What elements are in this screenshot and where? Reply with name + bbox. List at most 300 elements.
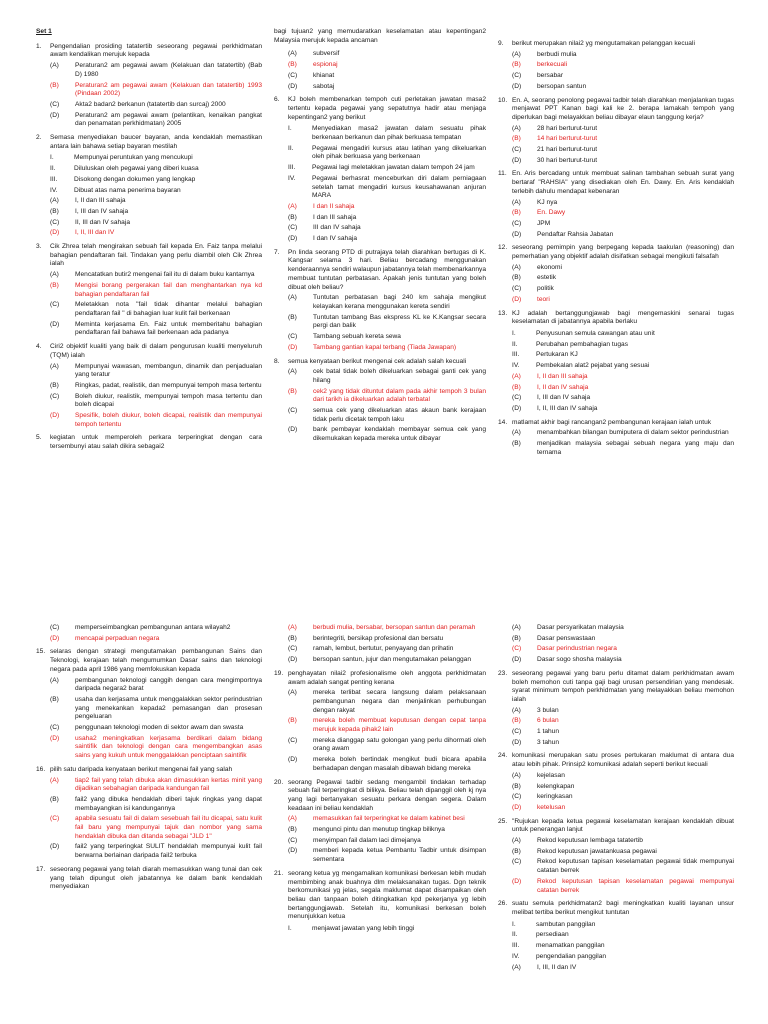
option-label: (A) — [50, 271, 59, 279]
statement-label: IV. — [512, 362, 520, 370]
question — [274, 624, 486, 665]
answer-option — [498, 728, 734, 737]
option-text: KJ nya — [537, 198, 558, 206]
question-header — [498, 310, 734, 327]
option-label: (A) — [288, 294, 297, 302]
option-label: (C) — [288, 645, 298, 653]
question-text: KJ adalah bertanggungjawab bagi mengemaskini senarai tugas keselamatan di jabatannya apabila berlaku — [512, 309, 734, 326]
question-text: Ciri2 objektif kualiti yang baik di dalam pengurusan kualiti menyeluruh (TQM) ialah — [50, 343, 262, 359]
question-header — [498, 670, 734, 705]
statement-item — [498, 351, 734, 360]
answer-option — [274, 689, 486, 715]
option-label: (C) — [288, 333, 298, 341]
question-text: "Rujukan kepada ketua pegawai keselamatan kerajaan kendaklah dibuat untuk penerangan lanjut — [512, 817, 734, 834]
answer-option-highlighted — [36, 635, 262, 644]
question-header — [498, 818, 734, 835]
option-label: (A) — [512, 124, 521, 132]
option-text: I, II dan IV sahaja — [537, 383, 589, 391]
option-text: cek2 yang tidak dituntut dalam pada akhir tempoh 3 bulan dari tarikh ia dikeluarkan adalah terbatal — [313, 387, 486, 404]
question — [498, 40, 734, 92]
answer-option — [274, 333, 486, 342]
option-text: En. Dawy — [537, 209, 566, 217]
question-text: Pengendalian prosiding tatatertib seseorang pegawai perkhidmatan awam kendalikan merujuk kepada — [50, 42, 262, 59]
answer-option — [274, 294, 486, 311]
option-label: (B) — [288, 826, 297, 834]
answer-option-highlighted — [274, 344, 486, 353]
answer-option — [36, 62, 262, 79]
option-label: (B) — [288, 634, 297, 642]
option-text: pembangunan teknologi canggih dengan cara mengimportnya daripada negara2 barat — [75, 676, 262, 693]
option-text: I, II dan III sahaja — [537, 372, 588, 380]
question-text: seseorang pegawai yang baru perlu ditamat dalam perkhidmatan awam boleh memohon cuti tanpa gaji bagi urusan persendirian yang mendesak. syarat minimum tempoh perkhidmatan yang melayakkan beliau memohon ialah — [512, 669, 734, 703]
option-text: III dan IV sahaja — [313, 224, 361, 232]
option-text: berkecuali — [537, 61, 568, 69]
option-text: cek batal tidak boleh dikeluarkan sebagai ganti cek yang hilang — [313, 368, 486, 384]
option-text: Mempunyai wawasan, membangun, dinamik dan penjadualan yang teratur — [75, 362, 262, 379]
question-number: 20. — [274, 778, 284, 786]
statement-text: Disokong dengan dokumen yang lengkap — [74, 175, 196, 183]
question-header — [498, 97, 734, 123]
option-label: (B) — [512, 634, 521, 642]
option-label: (A) — [512, 198, 521, 206]
option-label: (D) — [50, 843, 60, 851]
statement-text: Penyusunan semula cawangan atau unit — [536, 329, 655, 337]
question-number: 6. — [274, 96, 280, 104]
question-header — [498, 419, 734, 428]
answer-option — [274, 635, 486, 644]
question-text: semua kenyataan berikut mengenai cek adalah salah kecuali — [288, 357, 467, 365]
option-text: Rekod keputusan jawatankuasa pegawai — [537, 847, 657, 855]
question-text: kegiatan untuk memperoleh perkara terperingkat dengan cara tersembunyi atau salah dikira sebagai2 — [50, 434, 262, 451]
option-label: (D) — [50, 634, 60, 642]
option-text: mengunci pintu dan menutup tingkap biliknya — [313, 826, 445, 834]
option-label: (B) — [512, 135, 521, 143]
question-header — [36, 434, 262, 451]
option-text: Meminta kerjasama En. Faiz untuk memberitahu bahagian pendaftaran fail bahawa fail berkenaan ada padanya — [75, 320, 262, 337]
option-text: memasukkan fail terperingkat ke dalam kabinet besi — [313, 815, 465, 823]
option-label: (A) — [50, 676, 59, 684]
question-text: seorang Pegawai tadbir sedang mengambil tindakan terhadap sebuah fail terperingkat di bilikya. Beliau telah dipanggil oleh kj nya yang lagi bertanyakan sesuatu perkara dengan segera. Dalam keadaan ini beliau kendaklah — [288, 778, 486, 812]
question-text: pilih satu daripada kenyataan berikut mengenai fail yang salah — [50, 765, 233, 773]
option-label: (A) — [288, 689, 297, 697]
option-label: (B) — [512, 383, 521, 391]
answer-option — [36, 796, 262, 813]
question — [36, 243, 262, 338]
question — [274, 249, 486, 353]
answer-option — [498, 285, 734, 294]
option-label: (B) — [288, 61, 297, 69]
statement-list — [498, 330, 734, 371]
question — [498, 670, 734, 748]
statement-item — [274, 175, 486, 201]
option-text: kelengkapan — [537, 782, 575, 790]
question-header — [498, 752, 734, 769]
option-text: I, II, III dan IV sahaja — [537, 404, 598, 412]
answer-option-highlighted — [498, 878, 734, 895]
option-label: (B) — [512, 847, 521, 855]
statement-label: I. — [288, 925, 292, 933]
answer-option-highlighted — [36, 735, 262, 761]
question-number: 23. — [498, 669, 508, 677]
option-label: (A) — [50, 776, 59, 784]
top-column-2 — [274, 28, 486, 580]
option-text: bersabar — [537, 72, 564, 80]
answer-option — [36, 208, 262, 217]
question-number: 21. — [274, 869, 284, 877]
answer-option-highlighted — [498, 384, 734, 393]
statement-label: III. — [512, 351, 520, 359]
statement-item — [498, 341, 734, 350]
question-header — [36, 243, 262, 269]
option-text: I, III dan IV sahaja — [537, 394, 591, 402]
answer-option — [274, 645, 486, 654]
question-header — [274, 670, 486, 687]
option-text: menyimpan fail dalam laci dimejanya — [313, 836, 421, 844]
option-label: (A) — [512, 372, 521, 380]
option-label: (C) — [288, 71, 298, 79]
answer-option — [274, 72, 486, 81]
option-text: mereka terlibat secara langsung dalam pelaksanaan pembangunan negara dan menjalinkan perhubungan dengan rakyat — [313, 689, 486, 714]
answer-option — [498, 440, 734, 457]
question-number: 24. — [498, 752, 508, 760]
question-text: En. A, seorang penolong pegawai tadbir telah diarahkan menjalankan tugas menjawat PPT Kanan bagi kali ke 2. berapa lamakah tempoh yang diperlukan bagi melayakkan beliau dibayar elaun tanggung kerja? — [512, 96, 734, 121]
option-text: estetik — [537, 274, 557, 282]
option-text: Peraturan2 am pegawai awam (Kelakuan dan tatatertib) (Bab D) 1980 — [75, 62, 262, 78]
question-number: 19. — [274, 669, 284, 677]
option-label: (B) — [50, 207, 59, 215]
option-text: ramah, lembut, bertutur, penyayang dan prihatin — [313, 645, 454, 653]
statement-item — [498, 330, 734, 339]
option-label: (A) — [512, 50, 521, 58]
option-label: (C) — [512, 146, 522, 154]
statement-item — [498, 362, 734, 371]
question-text: Cik Zhrea telah mengirakan sebuah fail kepada En. Faiz tanpa melalui bahagian pendaftaran fail. Tindakan yang perlu diambil oleh Cik Zhrea ialah — [50, 243, 262, 268]
question-text: seorang ketua yg mengamalkan komunikasi berkesan lebih mudah membimbing anak buahnya dlm melaksanakan tugas. Dgn teknik berkomunikasi yg jelas, segala maklumat dapat disampaikan oleh beliau dan tanpaan boleh ditingkatkan kpd pekerjanya yg lebih bertanggungjawab. Setelah itu, komunikasi berkesan boleh menunjukkan ketua — [288, 869, 486, 921]
question-header — [498, 40, 734, 49]
statement-label: III. — [288, 164, 296, 172]
statement-text: sambutan panggilan — [536, 920, 596, 928]
question — [498, 310, 734, 414]
option-label: (C) — [50, 218, 60, 226]
option-label: (A) — [512, 429, 521, 437]
answer-option — [274, 214, 486, 223]
question — [498, 97, 734, 166]
answer-option-highlighted — [274, 61, 486, 70]
answer-option — [36, 393, 262, 410]
option-text: Rekod keputusan tapisan keselamatan pegawai mempunyai catatan berrek — [537, 877, 734, 894]
option-text: Mencatatkan butir2 mengenai fail itu di dalam buku kantarnya — [75, 271, 255, 279]
answer-option — [274, 407, 486, 424]
question-header — [36, 43, 262, 60]
answer-option — [498, 83, 734, 92]
option-label: (C) — [512, 72, 522, 80]
answer-option — [498, 199, 734, 208]
option-text: I, III dan IV sahaja — [75, 207, 129, 215]
answer-option-highlighted — [498, 296, 734, 305]
option-text: berbudi mulia, bersabar, bersopan santun dan peramah — [313, 624, 476, 631]
answer-option-highlighted — [274, 717, 486, 734]
answer-option — [36, 301, 262, 318]
question-list — [36, 624, 262, 892]
option-text: Tambang sebuah kereta sewa — [313, 333, 401, 341]
option-label: (A) — [50, 62, 59, 70]
option-text: Dasar penswastaan — [537, 634, 596, 642]
option-text: 1 tahun — [537, 728, 559, 736]
bottom-column-1 — [36, 622, 262, 1024]
option-text: fail2 yang dibuka hendaklah diberi tajuk ringkas yang dapat membayangkan isi kandungannya — [75, 795, 262, 812]
option-label: (D) — [288, 756, 298, 764]
question-text: komunikasi merupakan satu proses pertukaran maklumat di antara dua atau lebih pihak. Prinsip2 komunikasi adalah seperti berikut kecuali — [512, 752, 734, 769]
question — [498, 900, 734, 972]
statement-item — [498, 942, 734, 951]
option-label: (C) — [288, 407, 298, 415]
option-label: (A) — [512, 837, 521, 845]
answer-option — [274, 314, 486, 331]
option-text: kejelasan — [537, 771, 565, 779]
option-text: Dasar perindustrian negara — [537, 645, 617, 653]
option-label: (C) — [288, 224, 298, 232]
statement-item — [274, 164, 486, 173]
option-label: (D) — [288, 426, 298, 434]
bottom-column-3 — [498, 622, 734, 1024]
statement-item — [498, 921, 734, 930]
answer-option — [274, 368, 486, 385]
answer-option — [36, 219, 262, 228]
question-header — [36, 134, 262, 151]
option-text: subversif — [313, 50, 340, 58]
question — [274, 870, 486, 934]
statement-item — [36, 187, 262, 196]
option-label: (A) — [288, 815, 297, 823]
option-label: (A) — [50, 197, 59, 205]
statement-text: persediaan — [536, 931, 569, 939]
question — [36, 134, 262, 238]
question-number: 25. — [498, 817, 508, 825]
statement-list — [36, 154, 262, 195]
answer-option — [274, 50, 486, 59]
statement-text: Diluluskan oleh pegawai yang diberi kuasa — [74, 165, 199, 173]
question-number: 4. — [36, 343, 42, 351]
question — [36, 434, 262, 451]
answer-option — [498, 231, 734, 240]
answer-option — [36, 321, 262, 338]
option-label: (A) — [288, 624, 297, 631]
option-text: ketelusan — [537, 803, 566, 811]
question-text: seseorang pegawai yang telah diarah memasukkan wang tunai dan cek yang telah dipungut oleh jabatannya ke dalam bank kendaklah menyediakan — [50, 865, 262, 891]
statement-item — [498, 931, 734, 940]
statement-item — [36, 165, 262, 174]
statement-label: II. — [50, 165, 56, 173]
answer-option — [498, 274, 734, 283]
answer-option — [498, 783, 734, 792]
option-text: I dan III sahaja — [313, 213, 357, 221]
question-number: 5. — [36, 434, 42, 442]
option-text: semua cek yang dikeluarkan atas akaun bank kerajaan tidak perlu dicetak tempoh laku — [313, 407, 486, 423]
option-label: (A) — [288, 368, 297, 376]
question-number: 13. — [498, 309, 508, 317]
option-label: (D) — [50, 229, 60, 237]
statement-text: Mempunyai peruntukan yang mencukupi — [74, 154, 193, 162]
answer-option-highlighted — [274, 815, 486, 824]
answer-option-highlighted — [498, 645, 734, 654]
answer-option-highlighted — [36, 282, 262, 299]
option-label: (B) — [512, 274, 521, 282]
option-text: Rekod keputusan tapisan keselamatan pegawai tidak mempunyai catatan berrek — [537, 858, 734, 875]
question-number: 16. — [36, 765, 46, 773]
question-number: 1. — [36, 42, 42, 50]
option-text: Meletakkan nota "fail tidak dihantar melalui bahagian pendaftaran fail " di bahagian luar kulit fail berkenaan — [75, 301, 262, 317]
question — [36, 624, 262, 643]
question-header — [498, 244, 734, 261]
option-label: (A) — [50, 362, 59, 370]
statement-list — [274, 125, 486, 201]
option-text: Akta2 badan2 berkanun (tatatertib dan surcaj) 2000 — [75, 100, 226, 108]
question — [36, 766, 262, 861]
question-number: 11. — [498, 170, 507, 178]
answer-option — [36, 624, 262, 633]
option-text: I, III, II dan IV — [537, 963, 577, 971]
answer-option — [36, 101, 262, 110]
question — [36, 648, 262, 760]
question-number: 14. — [498, 418, 508, 426]
answer-option — [36, 112, 262, 129]
option-label: (D) — [512, 156, 522, 164]
statement-label: I. — [288, 125, 292, 133]
question-header — [36, 766, 262, 775]
statement-label: II. — [512, 340, 518, 348]
option-text: 3 bulan — [537, 706, 559, 714]
option-text: keringkasan — [537, 793, 573, 801]
option-text: Dasar persyarikatan malaysia — [537, 624, 624, 631]
statement-label: IV. — [288, 174, 296, 182]
option-text: berbudi mulia — [537, 50, 577, 58]
answer-option-highlighted — [498, 135, 734, 144]
question — [274, 779, 486, 865]
question — [274, 358, 486, 444]
answer-option-highlighted — [36, 82, 262, 99]
option-text: tiap2 fail yang telah dibuka akan dimasukkan kertas minit yang dijadikan sebahagian daripada kandungan fail — [75, 776, 262, 793]
option-text: Boleh diukur, realistik, mempunyai tempoh masa tertentu dan boleh dicapai — [75, 392, 262, 409]
statement-text: pengendalian panggilan — [536, 952, 607, 960]
question-text: seseorang pemimpin yang berpegang kepada taakulan (reasoning) dan pemerhatian yang objektif adalah disifatkan sebagai mengikuti falsafah — [512, 244, 734, 261]
option-text: berintegriti, bersikap profesional dan bersatu — [313, 634, 444, 642]
statement-text: menjawat jawatan yang lebih tinggi — [312, 925, 415, 933]
option-text: Tuntutan perbatasan bagi 240 km sahaja mengikut kelayakan kerana menggunakan kereta sendiri — [313, 294, 486, 310]
statement-text: Menyediakan masa2 jawatan dalam sesuatu pihak berkenaan berkanun dan pihak berkuasa tempatan — [312, 125, 486, 142]
option-label: (D) — [50, 320, 60, 328]
answer-option — [498, 125, 734, 134]
option-label: (C) — [512, 858, 522, 866]
statement-text: Pegawai lagi meletakkan jawatan dalam tempoh 24 jam — [312, 164, 475, 172]
option-label: (D) — [512, 803, 522, 811]
option-label: (A) — [512, 706, 521, 714]
option-label: (B) — [512, 782, 521, 790]
statement-label: II. — [512, 931, 518, 939]
question-header — [274, 358, 486, 367]
option-label: (D) — [512, 656, 522, 664]
option-label: (B) — [288, 387, 297, 395]
question — [36, 866, 262, 892]
answer-option — [36, 696, 262, 722]
question-header — [274, 870, 486, 922]
answer-option — [36, 271, 262, 280]
option-label: (B) — [288, 213, 297, 221]
question-text: selaras dengan strategi mengutamakan pembangunan Sains dan Teknologi, kerajaan telah mengumumkan Dasar sains dan teknologi negara pada april 1986 yang memfokuskan kepada — [50, 648, 262, 673]
question-header — [274, 779, 486, 814]
question-number: 26. — [498, 900, 508, 908]
option-text: Peraturan2 am pegawai awam (pelantikan, kenaikan pangkat dan penamatan perkhidmatan) 2005 — [75, 111, 262, 128]
option-label: (B) — [50, 281, 59, 289]
answer-option — [498, 264, 734, 273]
option-text: memperseimbangkan pembangunan antara wilayah2 — [75, 624, 231, 631]
option-label: (A) — [288, 202, 297, 210]
top-column-3 — [498, 40, 734, 580]
statement-item — [274, 125, 486, 142]
question-header — [36, 648, 262, 674]
option-label: (C) — [512, 645, 522, 653]
answer-option — [498, 429, 734, 438]
question — [274, 28, 486, 91]
question-text: penghayatan nilai2 profesionalisme oleh anggota perkhidmatan awam adalah sangat penting kerana — [288, 669, 486, 686]
answer-option — [274, 837, 486, 846]
question-header — [36, 343, 262, 360]
option-text: apabila sesuatu fail di dalam sesebuah fail itu dicapai, satu kulit fail baru yang mempunyai tajuk dan nombor yang sama hendaklah dibuka dan ditanda sebagai "JLD 1" — [75, 815, 262, 840]
statement-item — [274, 145, 486, 162]
option-label: (A) — [512, 624, 521, 631]
option-text: penggunaan teknologi moden di sektor awam dan swasta — [75, 724, 244, 732]
statement-text: Pegawai mengadiri kursus atau latihan yang dikeluarkan oleh pihak berkuasa yang berkenaan — [312, 144, 486, 161]
question — [498, 624, 734, 665]
answer-option — [498, 858, 734, 875]
answer-option — [498, 656, 734, 665]
answer-option-highlighted — [36, 229, 262, 238]
option-label: (C) — [50, 301, 60, 309]
option-text: Peraturan2 am pegawai awam (Kelakuan dan tatatertib) 1993 (Pindaan 2002) — [75, 81, 262, 98]
option-label: (C) — [512, 219, 522, 227]
option-text: teori — [537, 295, 550, 303]
option-label: (D) — [288, 235, 298, 243]
question-text: suatu semula perkhidmatan2 bagi meningkatkan kualiti layanan unsur melibat tertiba berikut mengikut tuntutan — [512, 900, 734, 916]
option-label: (D) — [288, 82, 298, 90]
answer-option — [498, 635, 734, 644]
option-text: II, III dan IV sahaja — [75, 218, 130, 226]
option-text: I dan IV sahaja — [313, 235, 357, 243]
option-label: (B) — [50, 695, 59, 703]
option-label: (C) — [512, 285, 522, 293]
option-text: bank pembayar kendaklah membayar semua cek yang dikemukakan kepada mereka untuk dibayar — [313, 426, 486, 443]
option-label: (C) — [288, 836, 298, 844]
answer-option — [36, 843, 262, 860]
top-column-1 — [36, 28, 262, 580]
option-text: Rekod keputusan lembaga tatatertib — [537, 837, 643, 845]
question-list — [498, 40, 734, 457]
question-text: Semasa menyediakan baucer bayaran, anda kendaklah memastikan antara lain bahawa setiap bayaran mestilah — [50, 134, 262, 150]
option-label: (D) — [512, 82, 522, 90]
option-text: I, II, III dan IV — [75, 229, 115, 237]
question-number: 2. — [36, 134, 42, 142]
statement-text: Perubahan pembahagian tugas — [536, 340, 629, 348]
option-label: (B) — [288, 313, 297, 321]
option-text: Tambang gantian kapal terbang (Tiada Jawapan) — [313, 343, 457, 351]
option-text: bersopan santun, jujur dan mengutamakan pelanggan — [313, 656, 471, 664]
option-label: (B) — [512, 717, 521, 725]
question-number: 10. — [498, 96, 508, 104]
answer-option-highlighted — [274, 203, 486, 212]
answer-option — [498, 394, 734, 403]
statement-label: I. — [512, 329, 516, 337]
statement-label: III. — [512, 942, 520, 950]
answer-option — [274, 756, 486, 773]
